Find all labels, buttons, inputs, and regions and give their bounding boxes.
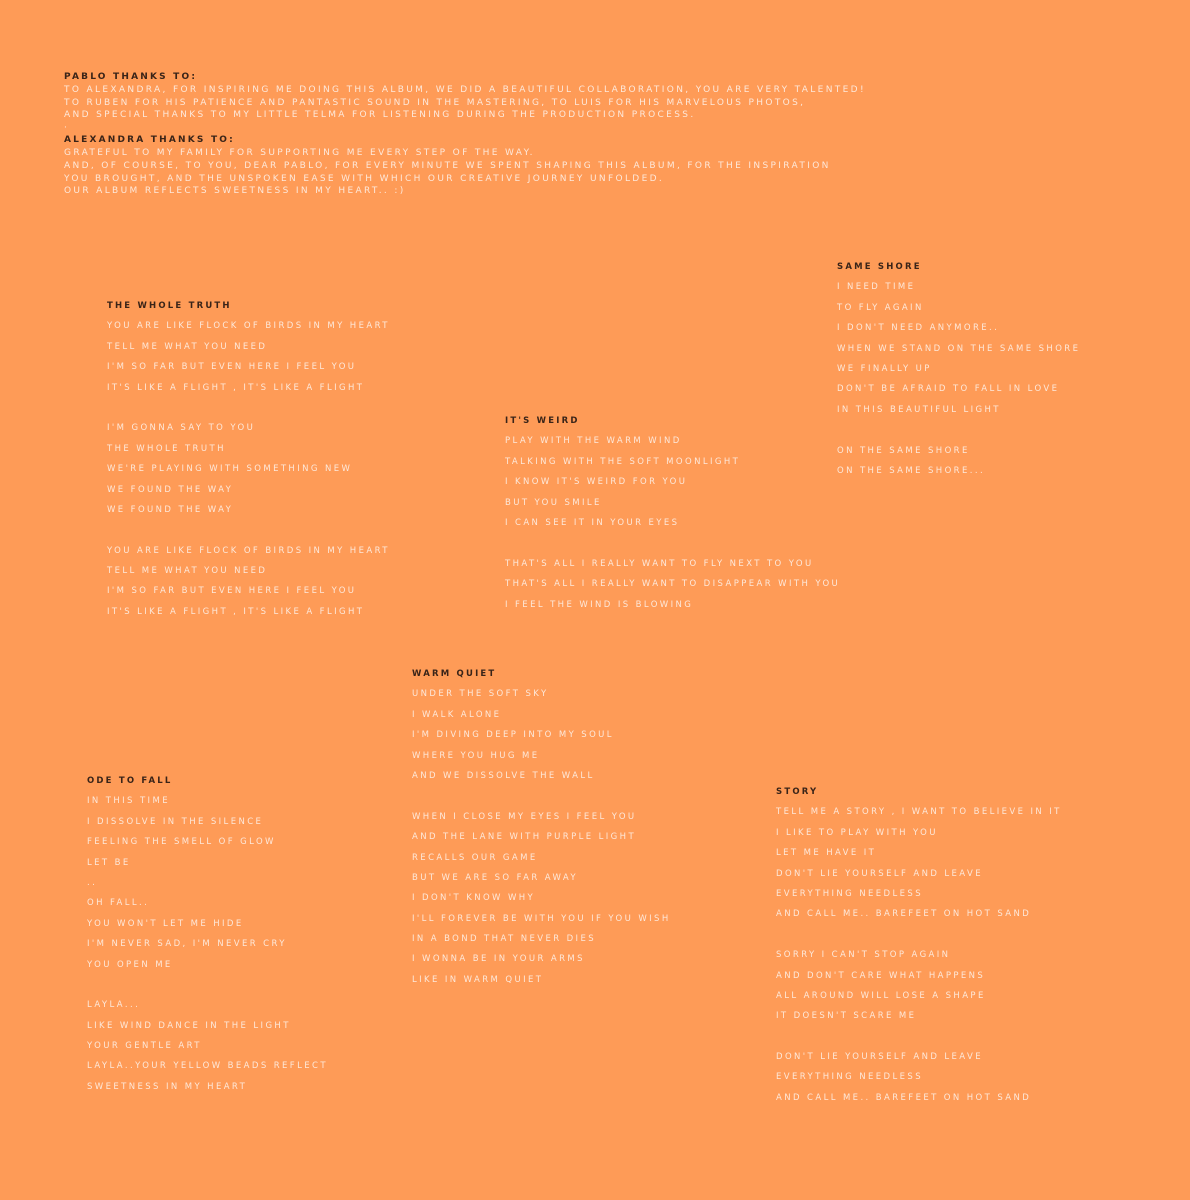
lyric-line: AND CALL ME.. BAREFEET ON HOT SAND	[776, 1092, 1032, 1103]
lyric-line: I'M SO FAR BUT EVEN HERE I FEEL YOU	[107, 362, 357, 373]
lyric-line: ALL AROUND WILL LOSE A SHAPE	[776, 990, 986, 1001]
lyric-line: I'M NEVER SAD, I'M NEVER CRY	[87, 939, 287, 950]
stanza-break	[107, 520, 390, 540]
stanza-break	[107, 398, 390, 418]
lyric-line: I WONNA BE IN YOUR ARMS	[412, 954, 585, 965]
lyric-line: DON'T BE AFRAID TO FALL IN LOVE	[837, 384, 1060, 395]
lyric-line: BUT YOU SMILE	[505, 497, 602, 508]
lyric-line: THE WHOLE TRUTH	[107, 443, 226, 454]
lyric-line: THAT'S ALL I REALLY WANT TO DISAPPEAR WITH YOU	[505, 579, 841, 590]
lyric-line: I WALK ALONE	[412, 709, 502, 720]
lyric-line: AND WE DISSOLVE THE WALL	[412, 770, 595, 781]
lyric-line: DON'T LIE YOURSELF AND LEAVE	[776, 868, 983, 879]
lyric-line: I NEED TIME	[837, 282, 916, 293]
lyric-line: IT'S LIKE A FLIGHT , IT'S LIKE A FLIGHT	[107, 382, 365, 393]
lyric-line: TELL ME WHAT YOU NEED	[107, 341, 268, 352]
pablo-thanks-line: TO ALEXANDRA, FOR INSPIRING ME DOING THIS ALBUM, WE DID A BEAUTIFUL COLLABORATION, YOU ARE VERY TALENTED!	[64, 84, 866, 95]
lyric-line: WE FINALLY UP	[837, 363, 932, 374]
lyric-line: I KNOW IT'S WEIRD FOR YOU	[505, 477, 688, 488]
lyric-line: UNDER THE SOFT SKY	[412, 689, 549, 700]
lyric-line: WHEN I CLOSE MY EYES I FEEL YOU	[412, 811, 637, 822]
lyric-line: LET ME HAVE IT	[776, 848, 877, 859]
lyric-line: I'M SO FAR BUT EVEN HERE I FEEL YOU	[107, 586, 357, 597]
lyric-line: THAT'S ALL I REALLY WANT TO FLY NEXT TO YOU	[505, 558, 814, 569]
lyric-line: ..	[87, 877, 98, 888]
pablo-thanks-line: TO RUBEN FOR HIS PATIENCE AND PANTASTIC SOUND IN THE MASTERING, TO LUIS FOR HIS MARVELOUS PHOTOS,	[64, 97, 806, 108]
lyric-line: I CAN SEE IT IN YOUR EYES	[505, 517, 680, 528]
lyric-line: WHERE YOU HUG ME	[412, 750, 540, 761]
pablo-thanks-line: AND SPECIAL THANKS TO MY LITTLE TELMA FOR LISTENING DURING THE PRODUCTION PROCESS.	[64, 110, 696, 121]
lyric-line: I DON'T KNOW WHY	[412, 893, 536, 904]
lyric-line: IN THIS TIME	[87, 796, 170, 807]
lyric-line: I'M GONNA SAY TO YOU	[107, 423, 256, 434]
lyric-line: AND DON'T CARE WHAT HAPPENS	[776, 970, 986, 981]
lyric-line: DON'T LIE YOURSELF AND LEAVE	[776, 1052, 983, 1063]
stanza-break	[87, 975, 328, 995]
lyric-line: IT DOESN'T SCARE ME	[776, 1011, 917, 1022]
lyric-line: ON THE SAME SHORE	[837, 445, 970, 456]
credits-section	[64, 71, 866, 198]
lyric-line: YOUR GENTLE ART	[87, 1041, 202, 1052]
song-title: ODE TO FALL	[87, 776, 173, 786]
song-title: SAME SHORE	[837, 262, 922, 272]
alexandra-thanks-line: YOU BROUGHT, AND THE UNSPOKEN EASE WITH WHICH OUR CREATIVE JOURNEY UNFOLDED.	[64, 173, 665, 184]
lyric-line: I'LL FOREVER BE WITH YOU IF YOU WISH	[412, 913, 671, 924]
stanza-break	[776, 925, 1062, 945]
stanza-break	[776, 1027, 1062, 1047]
lyric-line: SWEETNESS IN MY HEART	[87, 1081, 248, 1092]
lyric-line: SORRY I CAN'T STOP AGAIN	[776, 950, 951, 961]
lyric-line: LET BE	[87, 857, 131, 868]
lyric-line: WHEN WE STAND ON THE SAME SHORE	[837, 343, 1081, 354]
alexandra-thanks-line: OUR ALBUM REFLECTS SWEETNESS IN MY HEART.. :)	[64, 186, 406, 197]
song-the-whole-truth	[107, 296, 390, 622]
lyric-line: YOU WON'T LET ME HIDE	[87, 918, 244, 929]
pablo-thanks-heading: PABLO THANKS TO:	[64, 72, 198, 82]
stanza-break	[837, 420, 1080, 440]
lyric-line: AND THE LANE WITH PURPLE LIGHT	[412, 832, 637, 843]
lyric-line: FEELING THE SMELL OF GLOW	[87, 837, 276, 848]
lyric-line: TALKING WITH THE SOFT MOONLIGHT	[505, 456, 741, 467]
lyric-line: LAYLA..YOUR YELLOW BEADS REFLECT	[87, 1061, 328, 1072]
song-ode-to-fall	[87, 771, 328, 1097]
song-same-shore	[837, 257, 1080, 481]
lyric-line: I LIKE TO PLAY WITH YOU	[776, 827, 938, 838]
lyric-line: PLAY WITH THE WARM WIND	[505, 436, 682, 447]
lyric-line: IN THIS BEAUTIFUL LIGHT	[837, 404, 1001, 415]
lyric-line: LAYLA...	[87, 1000, 141, 1011]
song-title: STORY	[776, 787, 819, 797]
song-warm-quiet	[412, 664, 671, 990]
lyric-line: WE FOUND THE WAY	[107, 504, 234, 515]
lyric-line: TELL ME WHAT YOU NEED	[107, 566, 268, 577]
alexandra-thanks-line: AND, OF COURSE, TO YOU, DEAR PABLO, FOR EVERY MINUTE WE SPENT SHAPING THIS ALBUM, FOR THE INSPIRATION	[64, 160, 831, 171]
lyric-line: TELL ME A STORY , I WANT TO BELIEVE IN IT	[776, 807, 1062, 818]
lyric-line: IT'S LIKE A FLIGHT , IT'S LIKE A FLIGHT	[107, 606, 365, 617]
lyric-line: BUT WE ARE SO FAR AWAY	[412, 872, 578, 883]
song-story	[776, 782, 1062, 1108]
song-title: THE WHOLE TRUTH	[107, 301, 232, 311]
lyric-line: I FEEL THE WIND IS BLOWING	[505, 599, 694, 610]
lyric-line: IN A BOND THAT NEVER DIES	[412, 934, 597, 945]
lyric-line: LIKE WIND DANCE IN THE LIGHT	[87, 1020, 291, 1031]
song-title: IT'S WEIRD	[505, 416, 580, 426]
lyric-line: I'M DIVING DEEP INTO MY SOUL	[412, 730, 614, 741]
song-its-weird	[505, 411, 840, 615]
lyric-line: EVERYTHING NEEDLESS	[776, 888, 923, 899]
lyric-line: I DISSOLVE IN THE SILENCE	[87, 816, 264, 827]
lyric-line: LIKE IN WARM QUIET	[412, 974, 544, 985]
stanza-break	[412, 786, 671, 806]
lyric-line: AND CALL ME.. BAREFEET ON HOT SAND	[776, 909, 1032, 920]
alexandra-thanks-line: GRATEFUL TO MY FAMILY FOR SUPPORTING ME EVERY STEP OF THE WAY.	[64, 147, 535, 158]
lyric-line: ON THE SAME SHORE...	[837, 465, 986, 476]
lyric-line: RECALLS OUR GAME	[412, 852, 538, 863]
song-title: WARM QUIET	[412, 669, 497, 679]
lyric-line: EVERYTHING NEEDLESS	[776, 1072, 923, 1083]
stanza-break	[505, 533, 840, 553]
lyric-line: YOU OPEN ME	[87, 959, 173, 970]
lyric-line: TO FLY AGAIN	[837, 302, 924, 313]
lyric-line: I DON'T NEED ANYMORE..	[837, 323, 1000, 334]
lyric-line: WE'RE PLAYING WITH SOMETHING NEW	[107, 464, 353, 475]
lyric-line: YOU ARE LIKE FLOCK OF BIRDS IN MY HEART	[107, 545, 390, 556]
alexandra-thanks-heading: ALEXANDRA THANKS TO:	[64, 135, 235, 146]
lyric-line: WE FOUND THE WAY	[107, 484, 234, 495]
lyric-line: OH FALL..	[87, 898, 150, 909]
credits-separator: ·	[64, 123, 67, 134]
lyric-line: YOU ARE LIKE FLOCK OF BIRDS IN MY HEART	[107, 321, 390, 332]
